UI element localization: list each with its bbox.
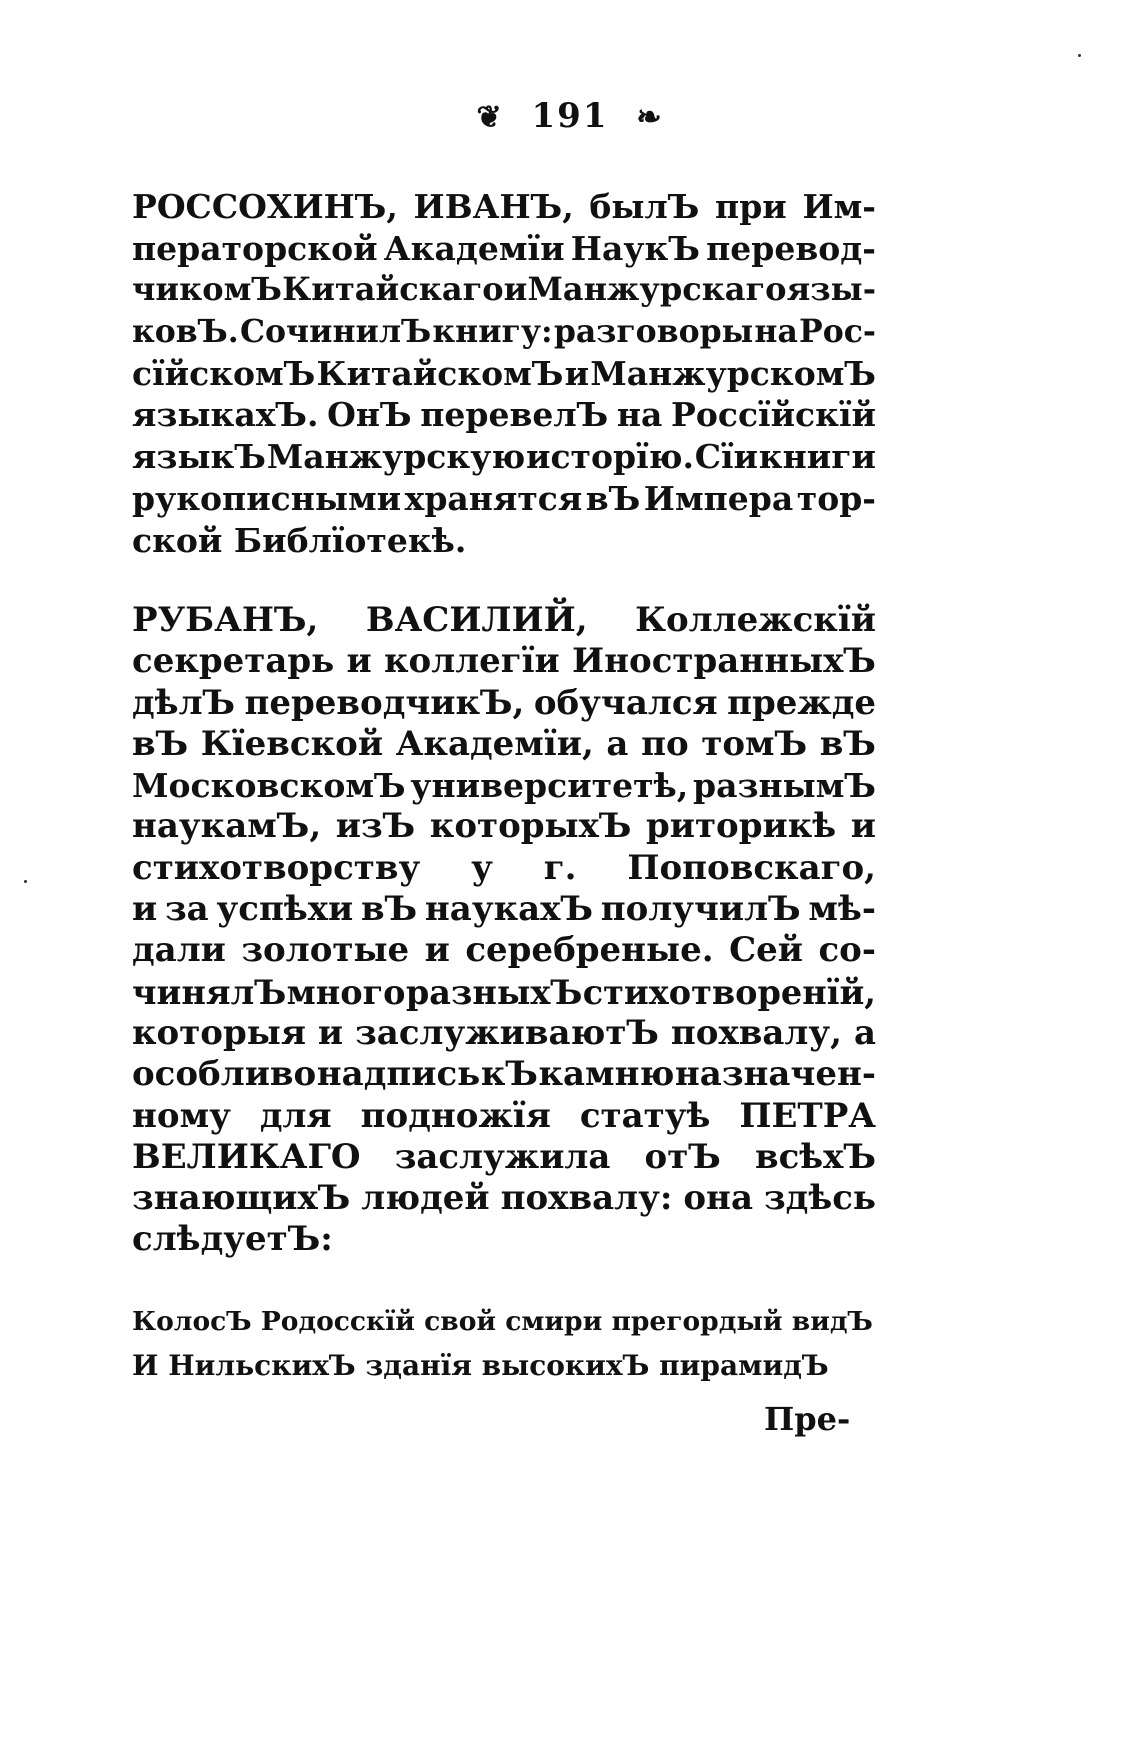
word: ОнЪ: [327, 395, 412, 435]
word: которыя: [132, 1012, 306, 1053]
text-line: [132, 186, 876, 228]
text-line: [132, 848, 876, 889]
word: Китайскаго: [282, 270, 504, 309]
word: разныхЪ: [405, 972, 583, 1012]
word: вЪ: [585, 478, 641, 518]
word: Академїи: [383, 228, 565, 268]
word: успѣхи: [216, 889, 354, 930]
word: камню: [538, 1054, 675, 1095]
word: переводчикЪ,: [244, 682, 525, 723]
word: рукописными: [132, 478, 402, 518]
word: тор-: [796, 478, 876, 518]
scan-speck: [1078, 54, 1081, 57]
word: здѣсь: [763, 1178, 876, 1219]
word: кЪ: [480, 1054, 538, 1095]
word: томЪ: [701, 723, 808, 764]
text-line: [132, 436, 876, 478]
word: былЪ: [589, 187, 700, 226]
word: вЪ: [132, 723, 189, 764]
text-line: [132, 1096, 876, 1137]
text-line: [132, 353, 876, 395]
word: коллегїи: [384, 641, 560, 682]
verse-line: И НильскихЪ зданїя высокихЪ пирамидЪ: [132, 1349, 829, 1382]
word: риторикѣ: [646, 806, 837, 847]
word: и: [317, 1012, 344, 1053]
text-line: [132, 724, 876, 765]
word: РОССОХИНЪ,: [132, 187, 398, 226]
word: наукамЪ,: [132, 806, 322, 847]
word: у: [471, 847, 493, 888]
word: прежде: [727, 682, 876, 723]
word: изЪ: [335, 806, 416, 847]
word: СочинилЪ: [239, 313, 432, 351]
text-line: [132, 478, 876, 520]
word: разнымЪ: [693, 766, 876, 806]
word: и: [132, 889, 158, 930]
text-line: [132, 600, 876, 641]
text-line: [132, 765, 876, 806]
word: Им-: [802, 187, 876, 226]
word: книги: [758, 437, 876, 477]
word: получилЪ: [600, 889, 801, 930]
word: заслуживаютЪ: [355, 1012, 659, 1053]
word: исторїю.: [525, 437, 694, 477]
page-header: [0, 96, 1140, 136]
text-line: [132, 806, 876, 847]
word: и: [564, 353, 590, 393]
verse-quote: [132, 1300, 876, 1388]
word: стихотворству: [132, 847, 421, 888]
word: ному: [132, 1095, 231, 1136]
word: отЪ: [644, 1136, 721, 1177]
word: НаукЪ: [570, 228, 700, 268]
word: Академїи,: [395, 723, 594, 764]
word: всѣхЪ: [754, 1136, 876, 1177]
word: со-: [818, 930, 876, 971]
word: чинялЪ: [132, 972, 287, 1012]
word: язы-: [786, 270, 876, 309]
word: разговоры: [553, 313, 754, 351]
word: знающихЪ: [132, 1178, 351, 1219]
word: Кїевской: [200, 723, 384, 764]
word: вЪ: [819, 723, 876, 764]
word: Импера: [643, 478, 794, 518]
word: вЪ: [361, 889, 418, 930]
text-line: слѣдуетЪ:: [132, 1219, 333, 1260]
word: Рос-: [799, 313, 876, 351]
word: для: [259, 1095, 332, 1136]
text-line: [132, 889, 876, 930]
entry-ruban: [132, 600, 876, 1261]
word: ВАСИЛИЙ,: [365, 600, 588, 640]
word: статуѣ: [579, 1095, 711, 1136]
word: хранятся: [404, 478, 583, 518]
word: назначен-: [674, 1054, 876, 1095]
left-ornament-icon: ❦: [476, 100, 504, 135]
word: наукахЪ: [424, 889, 593, 930]
word: Манжурскую: [266, 437, 526, 477]
word: ИВАНЪ,: [413, 187, 574, 226]
word: заслужила: [394, 1136, 611, 1177]
word: сїйскомЪ: [132, 353, 316, 393]
word: при: [715, 187, 787, 226]
word: Россїйскїй: [671, 395, 876, 435]
text-line: [132, 311, 876, 353]
word: она: [683, 1178, 753, 1219]
page-number: 191: [531, 96, 609, 136]
word: стихотворенїй,: [582, 972, 876, 1012]
word: похвалу,: [670, 1012, 842, 1053]
word: МосковскомЪ: [132, 766, 406, 806]
word: Сїи: [694, 437, 758, 477]
word: г.: [543, 847, 577, 888]
text-line: [132, 683, 876, 724]
word: Поповскаго,: [627, 847, 876, 888]
word: дали: [132, 930, 226, 971]
text-line: [132, 269, 876, 311]
word: обучался: [533, 682, 718, 723]
word: и: [346, 641, 372, 682]
text-line: [132, 1054, 876, 1095]
word: и: [503, 270, 528, 309]
text-line: [132, 228, 876, 270]
word: на: [616, 395, 663, 435]
text-line: [132, 1178, 876, 1219]
text-line: [132, 394, 876, 436]
word: за: [164, 889, 209, 930]
word: ПЕТРА: [739, 1095, 876, 1136]
word: языкЪ: [132, 437, 266, 477]
word: перевелЪ: [420, 395, 609, 435]
word: которыхЪ: [429, 806, 632, 847]
word: надпись: [316, 1054, 481, 1095]
right-ornament-icon: ❧: [636, 100, 664, 135]
word: похвалу:: [500, 1178, 673, 1219]
word: золотые: [241, 930, 410, 971]
word: ИностранныхЪ: [572, 641, 876, 682]
catchword: Пре-: [764, 1400, 851, 1438]
word: университетѣ,: [410, 766, 689, 806]
word: людей: [361, 1178, 490, 1219]
word: особливо: [132, 1054, 317, 1095]
text-line: [132, 930, 876, 971]
word: секретарь: [132, 641, 335, 682]
word: по: [641, 723, 689, 764]
word: ператорской: [132, 228, 378, 268]
word: дѣлЪ: [132, 682, 236, 723]
word: а: [853, 1012, 876, 1053]
text-line: ской Библїотекѣ.: [132, 520, 467, 560]
word: а: [606, 723, 629, 764]
word: серебреные.: [465, 930, 714, 971]
word: Сей: [729, 930, 803, 971]
text-line: [132, 1013, 876, 1054]
word: чикомЪ: [132, 270, 283, 309]
verse-line: КолосЪ Родосскїй свой смири прегордый видЪ: [132, 1306, 873, 1337]
word: мѣ-: [808, 889, 876, 930]
text-line: [132, 641, 876, 682]
word: МанжурскомЪ: [590, 353, 876, 393]
word: книгу:: [432, 313, 553, 351]
text-line: [132, 1137, 876, 1178]
word: и: [850, 806, 876, 847]
word: и: [424, 930, 450, 971]
word: ВЕЛИКАГО: [132, 1136, 361, 1177]
word: Коллежскїй: [635, 600, 876, 640]
scan-speck: [24, 880, 27, 883]
word: перевод-: [706, 228, 876, 268]
word: на: [754, 313, 798, 351]
word: много: [286, 972, 406, 1012]
entry-rossokhin: [132, 186, 876, 561]
word: языкахЪ.: [132, 395, 319, 435]
word: РУБАНЪ,: [132, 600, 319, 640]
word: Манжурскаго: [527, 270, 787, 309]
text-line: [132, 972, 876, 1013]
word: ковЪ.: [132, 313, 239, 351]
word: подножїя: [360, 1095, 551, 1136]
word: КитайскомЪ: [316, 353, 564, 393]
